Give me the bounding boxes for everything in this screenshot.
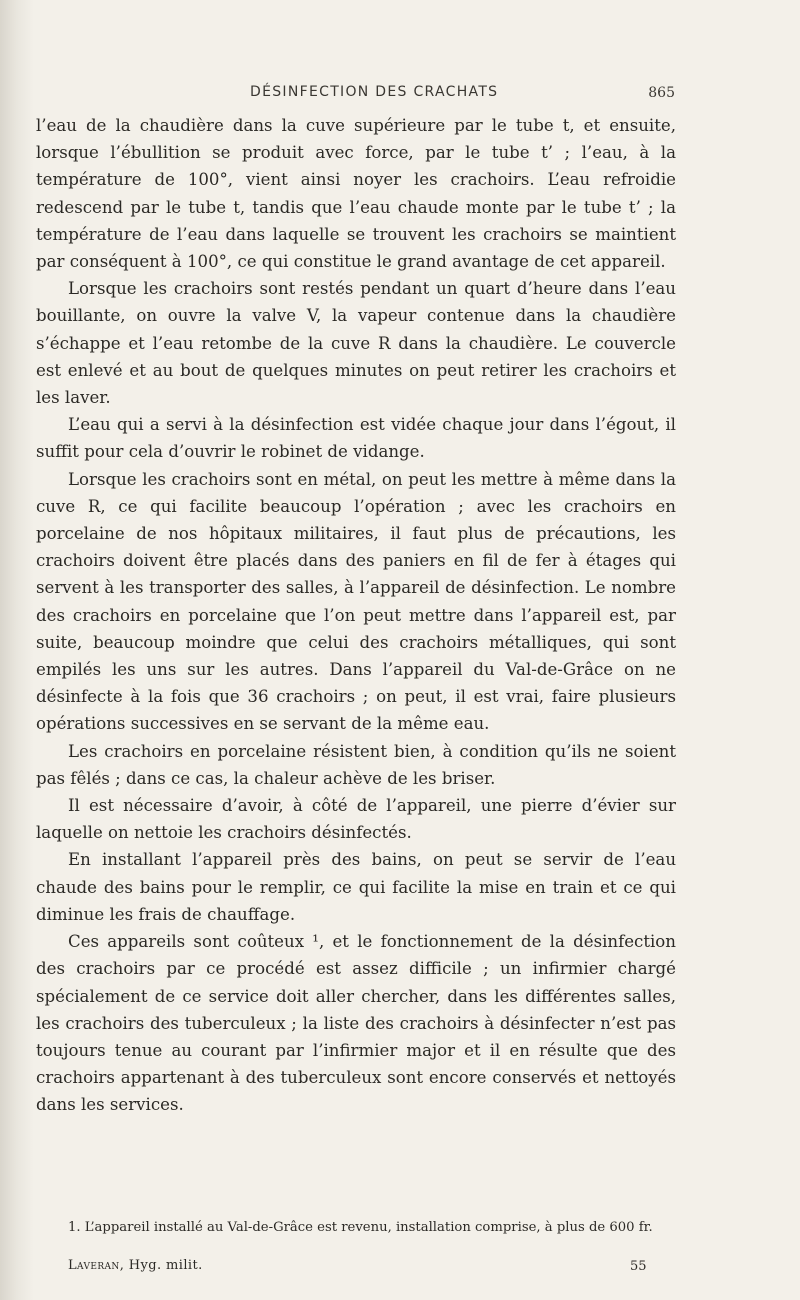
paragraph: Lorsque les crachoirs sont en métal, on peut les mettre à même dans la cuve R, ce qui facilite beaucoup l’opération ; avec les crachoirs en porcelaine de nos hôpitaux militaires, il faut plus de précautions, les crachoirs doivent être placés dans des paniers en fil de fer à étages qui servent à les transporter des salles, à l’appareil de désinfection. Le nombre des crachoirs en porcelaine que l’on peut mettre dans l’appareil est, par suite, beaucoup moindre que celui des crachoirs métalliques, qui sont empilés les uns sur les autres. Dans l’appareil du Val-de-Grâce on ne désinfecte à la fois que 36 crachoirs ; on peut, il est vrai, faire plusieurs opérations successives en se servant de la même eau. <box>36 469 676 734</box>
paragraph: Ces appareils sont coûteux ¹, et le fonctionnement de la désinfection des crachoirs par ce procédé est assez difficile ; un infirmier chargé spécialement de ce service doit aller chercher, dans les différentes salles, les crachoirs des tuberculeux ; la liste des crachoirs à désinfecter n’est pas toujours tenue au courant par l’infirmier major et il en résulte que des crachoirs appartenant à des tuberculeux sont encore conservés et nettoyés dans les services. <box>36 932 676 1115</box>
paragraph: Les crachoirs en porcelaine résistent bien, à condition qu’ils ne soient pas fêlés ; dans ce cas, la chaleur achève de les briser. <box>36 741 676 788</box>
footnote: 1. L’appareil installé au Val-de-Grâce est revenu, installation comprise, à plus de 600 fr. <box>68 1220 653 1235</box>
paragraph: En installant l’appareil près des bains, on peut se servir de l’eau chaude des bains pour le remplir, ce qui facilite la mise en train et ce qui diminue les frais de chauffage. <box>36 850 676 924</box>
signature-line <box>68 1258 203 1273</box>
paragraph: L’eau qui a servi à la désinfection est vidée chaque jour dans l’égout, il suffit pour cela d’ouvrir le robinet de vidange. <box>36 415 676 462</box>
sheet-number: 55 <box>630 1259 647 1274</box>
body-text <box>36 112 676 1119</box>
signature-author: Laveran <box>68 1258 120 1273</box>
running-title: DÉSINFECTION DES CRACHATS <box>250 84 499 100</box>
signature-work: , Hyg. milit. <box>119 1258 203 1273</box>
paragraph: Il est nécessaire d’avoir, à côté de l’appareil, une pierre d’évier sur laquelle on nettoie les crachoirs désinfectés. <box>36 796 676 843</box>
page-header <box>250 84 675 104</box>
page-edge-shadow <box>0 0 34 1300</box>
paragraph: l’eau de la chaudière dans la cuve supérieure par le tube t, et ensuite, lorsque l’ébullition se produit avec force, par le tube t’ ; l’eau, à la température de 100°, vient ainsi noyer les crachoirs. L’eau refroidie redescend par le tube t, tandis que l’eau chaude monte par le tube t’ ; la température de l’eau dans laquelle se trouvent les crachoirs se maintient par conséquent à 100°, ce qui constitue le grand avantage de cet appareil. <box>36 116 676 272</box>
page-number: 865 <box>648 85 675 101</box>
paragraph: Lorsque les crachoirs sont restés pendant un quart d’heure dans l’eau bouillante, on ouvre la valve V, la vapeur contenue dans la chaudière s’échappe et l’eau retombe de la cuve R dans la chaudière. Le couvercle est enlevé et au bout de quelques minutes on peut retirer les crachoirs et les laver. <box>36 279 676 408</box>
